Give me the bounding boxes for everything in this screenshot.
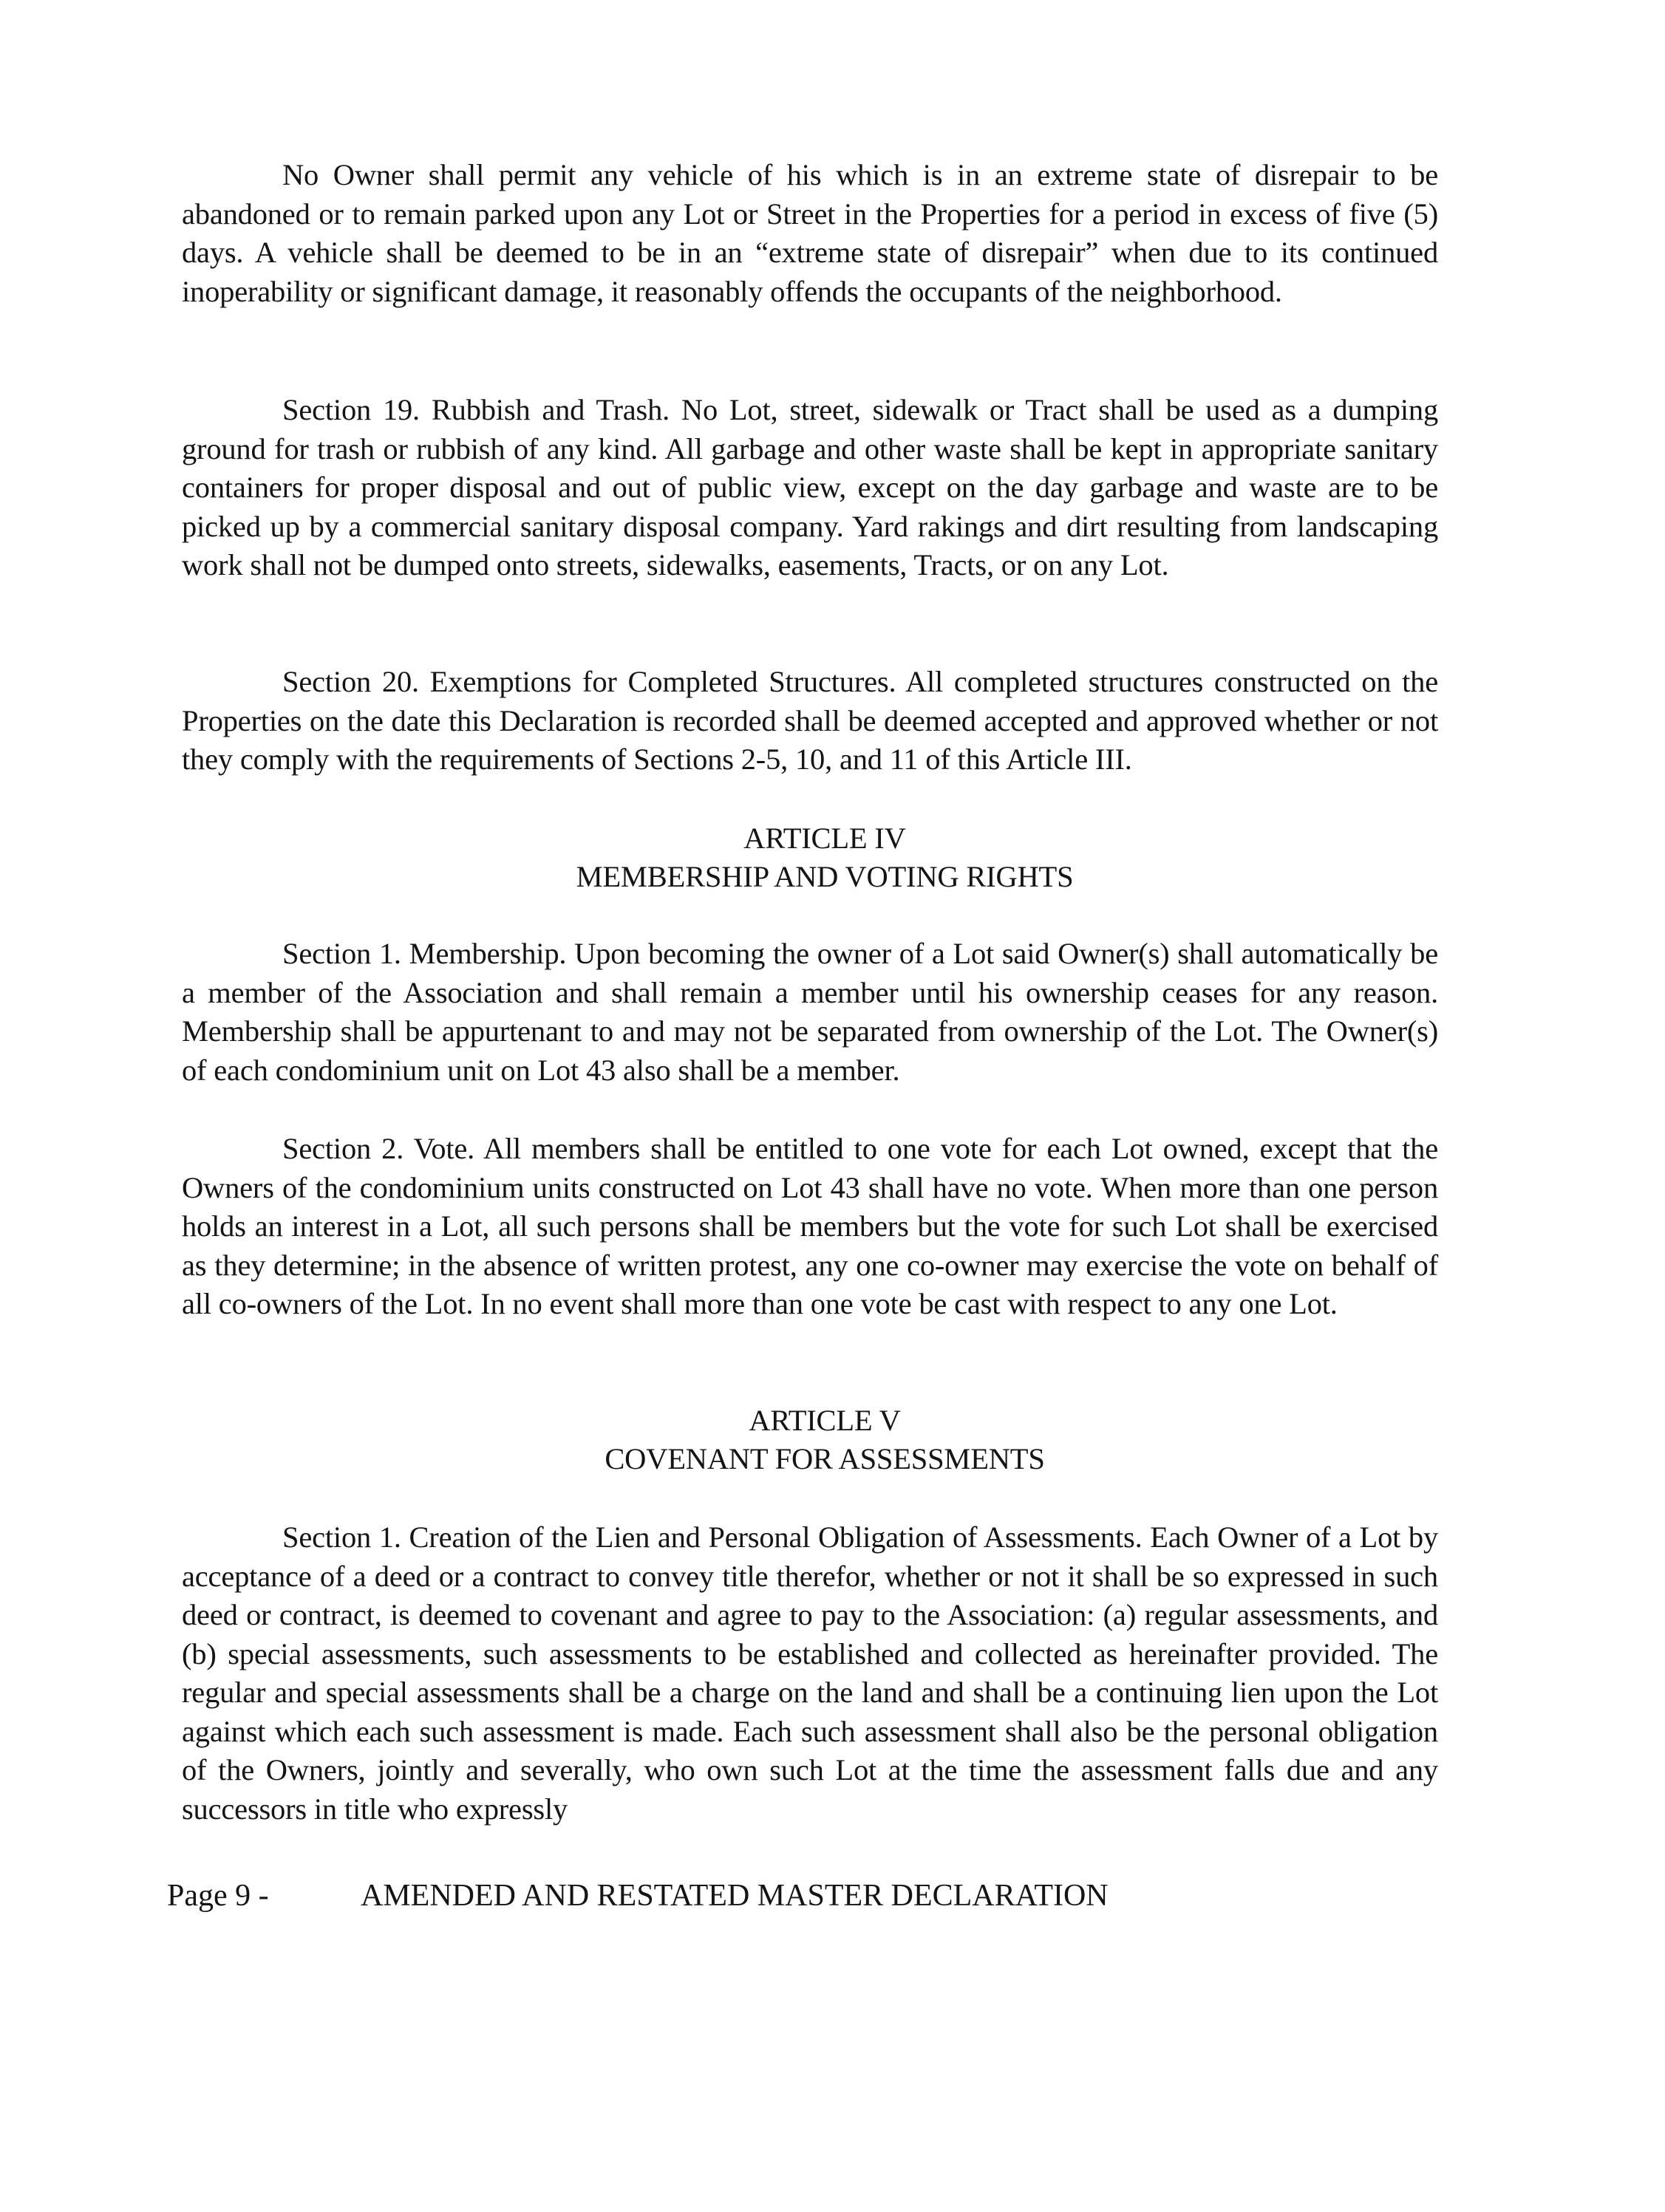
- article-4-number: ARTICLE IV: [743, 822, 906, 855]
- article-5-number: ARTICLE V: [749, 1404, 901, 1437]
- paragraph-vehicle-disrepair: No Owner shall permit any vehicle of his which is in an extreme state of disrepair to be abandoned or to remain parked upon any Lot or Street in the Properties for a period in excess of five (5) days. A vehicle shall be deemed to be in an “extreme state of disrepair” when due to its continued inoperability or significant damage, it reasonably offends the occupants of the neighborhood.: [182, 158, 1438, 308]
- article-4-heading: [182, 819, 1468, 896]
- article-4-title: MEMBERSHIP AND VOTING RIGHTS: [576, 860, 1074, 893]
- paragraph-article-4-section-1-membership: Section 1. Membership. Upon becoming the owner of a Lot said Owner(s) shall automatically be a member of the Association and shall remain a member until his ownership ceases for any reason. Membership shall be appurtenant to and may not be separated from ownership of the Lot. The Owner(s) of each condominium unit on Lot 43 also shall be a member.: [182, 937, 1438, 1087]
- article-5-title: COVENANT FOR ASSESSMENTS: [605, 1442, 1045, 1475]
- article-5-heading: [182, 1402, 1468, 1478]
- footer-document-title: AMENDED AND RESTATED MASTER DECLARATION: [361, 1879, 1109, 1913]
- paragraph-article-4-section-2-vote: Section 2. Vote. All members shall be entitled to one vote for each Lot owned, except that the Owners of the condominium units constructed on Lot 43 shall have no vote. When more than one person holds an interest in a Lot, all such persons shall be members but the vote for such Lot shall be exercised as they determine; in the absence of written protest, any one co-owner may exercise the vote on behalf of all co-owners of the Lot. In no event shall more than one vote be cast with respect to any one Lot.: [182, 1132, 1438, 1320]
- footer-page-number: Page 9 -: [167, 1879, 269, 1913]
- paragraph-article-5-section-1-assessments: Section 1. Creation of the Lien and Personal Obligation of Assessments. Each Owner of a Lot by acceptance of a deed or a contract to convey title therefor, whether or not it shall be so expressed in such deed or contract, is deemed to covenant and agree to pay to the Association: (a) regular assessments, and (b) special assessments, such assessments to be established and collected as hereinafter provided. The regular and special assessments shall be a charge on the land and shall be a continuing lien upon the Lot against which each such assessment is made. Each such assessment shall also be the personal obligation of the Owners, jointly and severally, who own such Lot at the time the assessment falls due and any successors in title who expressly: [182, 1520, 1438, 1826]
- paragraph-section-20-exemptions: Section 20. Exemptions for Completed Structures. All completed structures constructed on the Properties on the date this Declaration is recorded shall be deemed accepted and approved whether or not they comply with the requirements of Sections 2-5, 10, and 11 of this Article III.: [182, 665, 1438, 776]
- paragraph-section-19-rubbish: Section 19. Rubbish and Trash. No Lot, street, sidewalk or Tract shall be used as a dumping ground for trash or rubbish of any kind. All garbage and other waste shall be kept in appropriate sanitary containers for proper disposal and out of public view, except on the day garbage and waste are to be picked up by a commercial sanitary disposal company. Yard rakings and dirt resulting from landscaping work shall not be dumped onto streets, sidewalks, easements, Tracts, or on any Lot.: [182, 393, 1438, 581]
